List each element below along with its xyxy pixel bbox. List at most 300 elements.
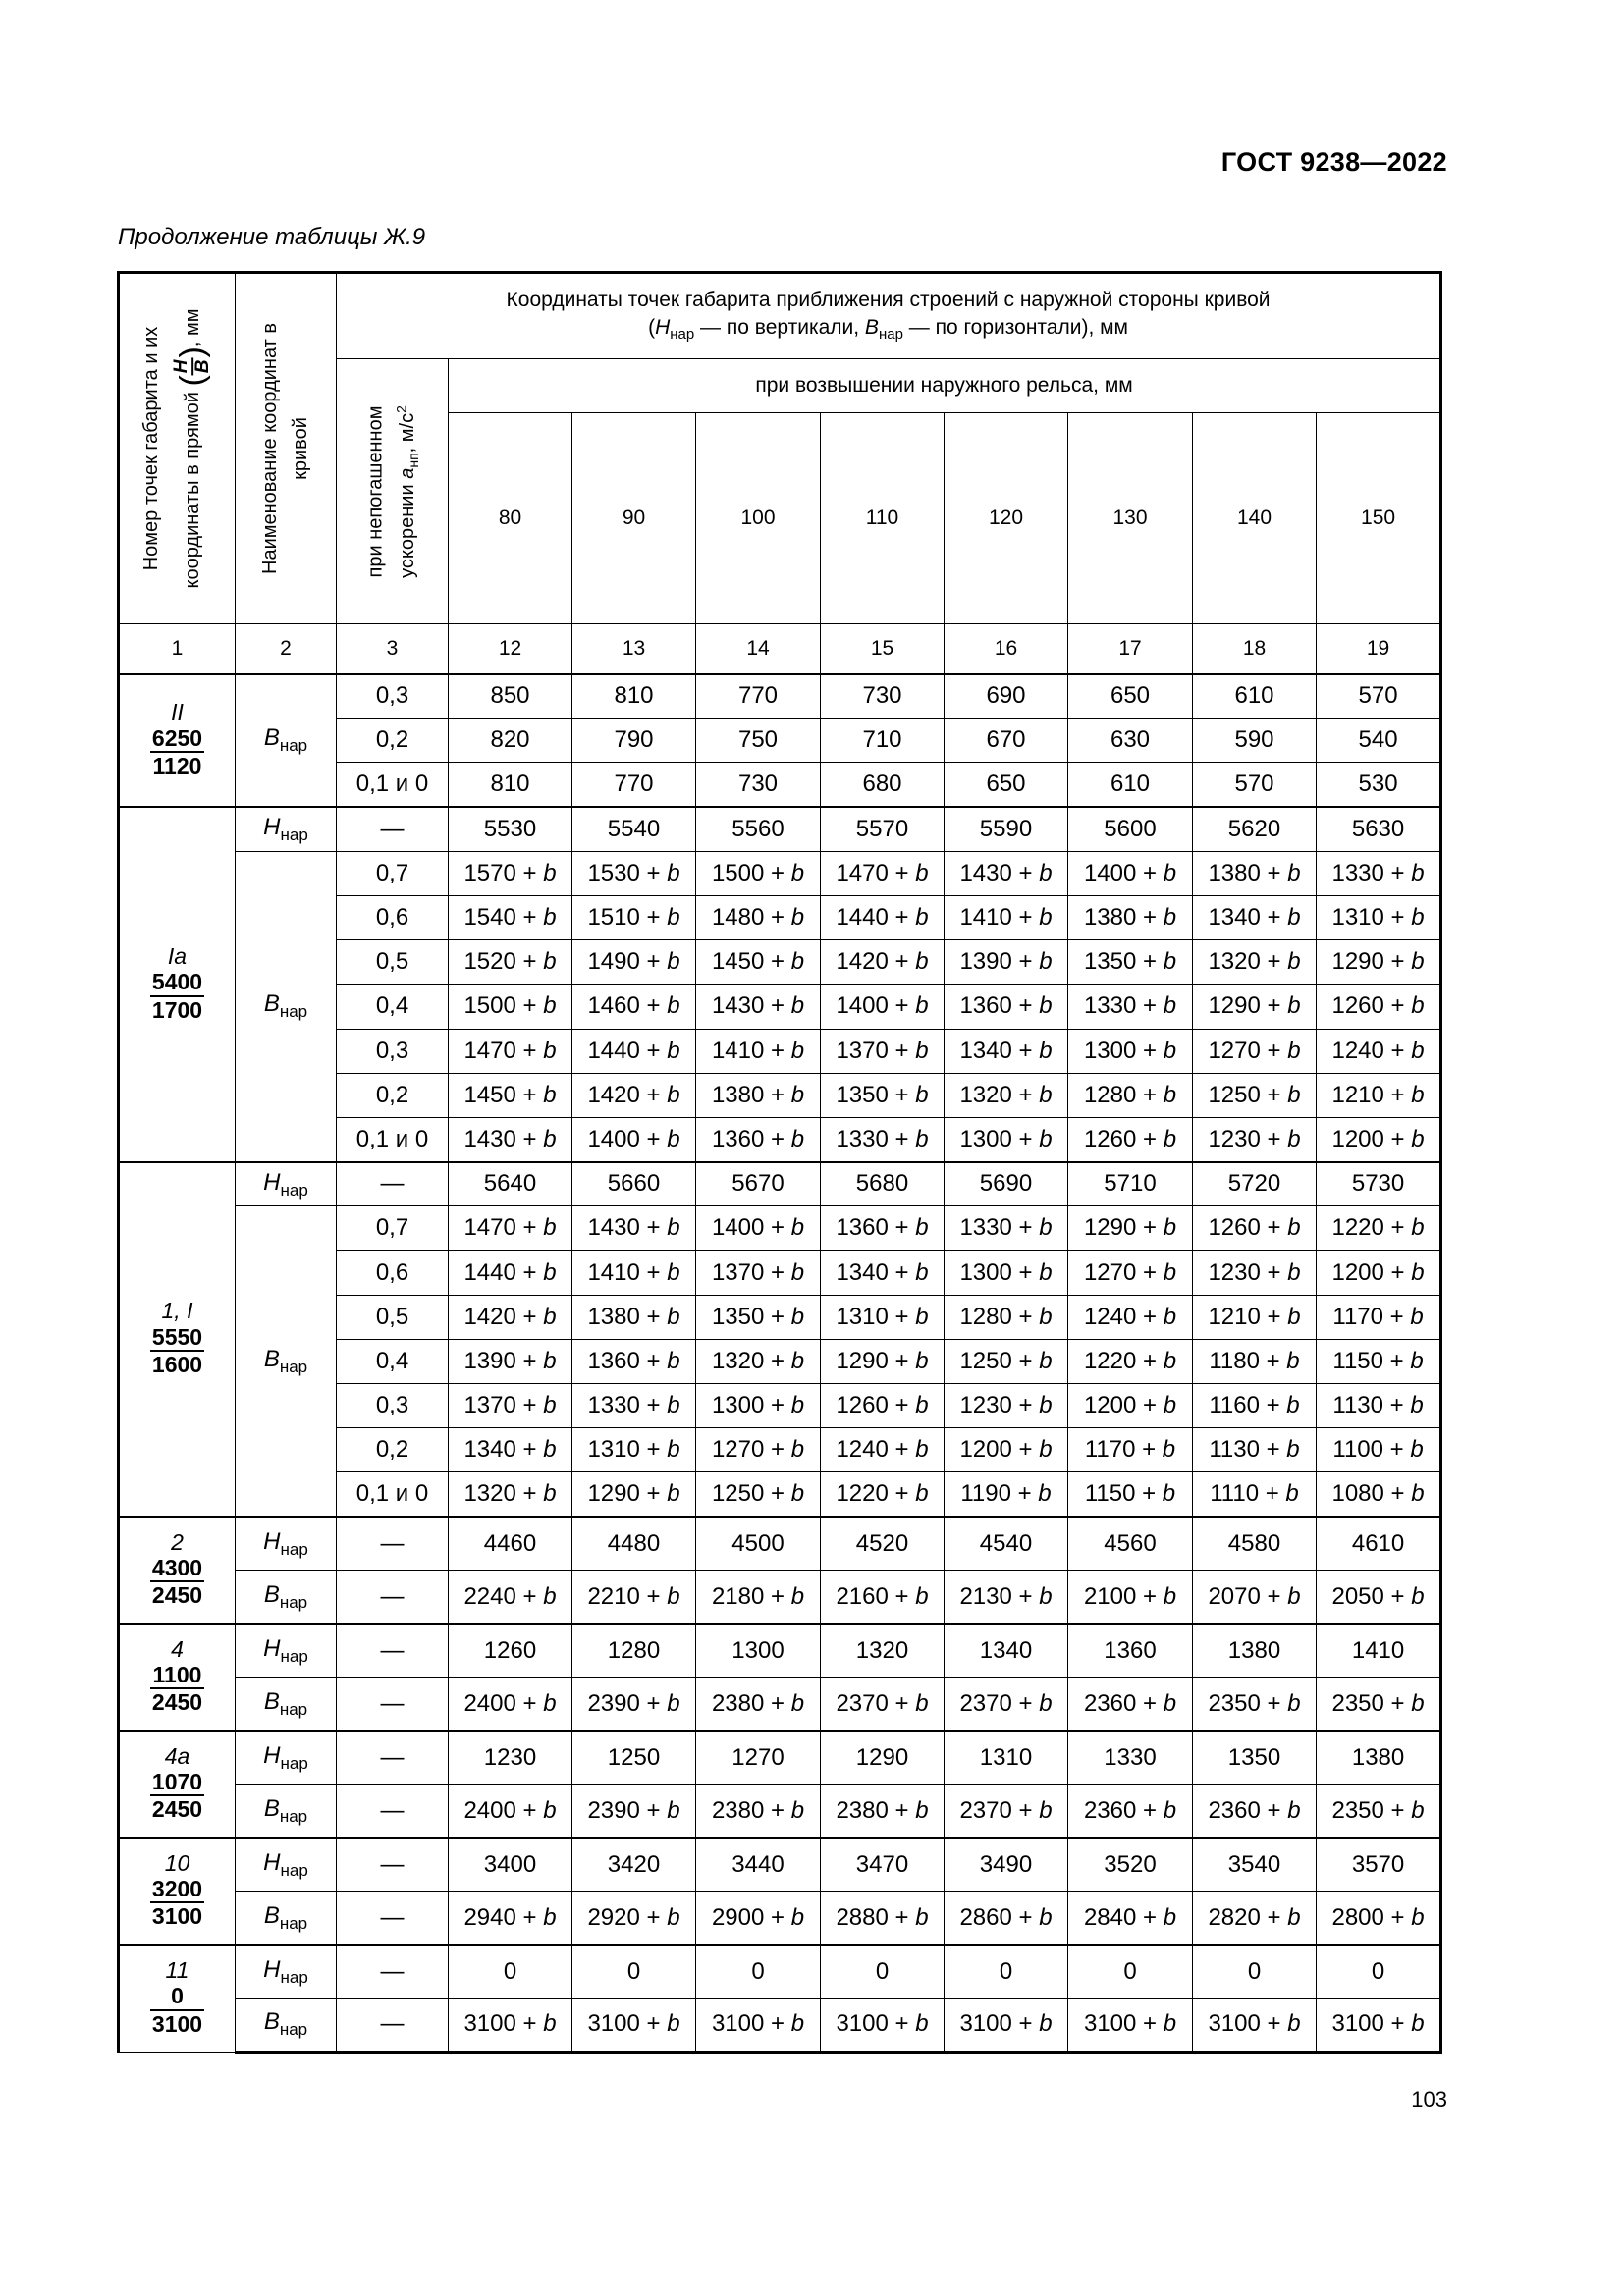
value-cell: 5680 [821, 1162, 945, 1206]
value-cell: 1370 + b [696, 1251, 821, 1295]
value-cell: 1410 + b [696, 1029, 821, 1073]
value-cell: 1400 + b [1068, 851, 1193, 895]
coordinate-subscript: нар [279, 1699, 308, 1719]
point-name: 1, I [161, 1298, 193, 1324]
point-b: 3100 [151, 1903, 203, 1930]
value-cell: 3420 [572, 1838, 696, 1892]
value-cell: 2390 + b [572, 1678, 696, 1732]
point-b: 2450 [151, 1689, 203, 1716]
value-cell: 2400 + b [449, 1785, 572, 1839]
coordinate-name [236, 851, 337, 1161]
acceleration-cell: 0,1 и 0 [337, 763, 449, 807]
acceleration-cell: 0,4 [337, 985, 449, 1029]
value-cell: 5530 [449, 807, 572, 851]
value-cell: 5730 [1317, 1162, 1441, 1206]
value-cell: 1240 + b [1317, 1029, 1441, 1073]
acceleration-cell: — [337, 1785, 449, 1839]
table-row [119, 1517, 1441, 1571]
table-row [119, 674, 1441, 719]
value-cell: 1480 + b [696, 895, 821, 939]
value-cell: 4610 [1317, 1517, 1441, 1571]
value-cell: 1230 + b [1193, 1117, 1317, 1161]
value-cell: 2380 + b [821, 1785, 945, 1839]
point-b: 3100 [151, 2010, 203, 2037]
value-cell: 1100 + b [1317, 1428, 1441, 1472]
value-cell: 2380 + b [696, 1678, 821, 1732]
value-cell: 2360 + b [1068, 1785, 1193, 1839]
column-number: 18 [1193, 624, 1317, 674]
value-cell: 1250 + b [696, 1472, 821, 1517]
coordinate-name [236, 1785, 337, 1839]
acceleration-cell: — [337, 1945, 449, 1999]
coordinate-subscript: нар [280, 1860, 308, 1880]
coordinate-name [236, 807, 337, 851]
value-cell: 1360 + b [821, 1206, 945, 1251]
value-cell: 610 [1193, 674, 1317, 719]
value-cell: 4580 [1193, 1517, 1317, 1571]
value-cell: 2900 + b [696, 1892, 821, 1946]
table-row [119, 1785, 1441, 1839]
value-cell: 790 [572, 719, 696, 763]
point-coordinates [150, 1662, 204, 1716]
value-cell: 1280 [572, 1624, 696, 1678]
value-cell: 1350 + b [696, 1295, 821, 1339]
coordinate-subscript: нар [280, 1539, 308, 1559]
table-row [119, 1999, 1441, 2053]
value-cell: 570 [1317, 674, 1441, 719]
value-cell: 1080 + b [1317, 1472, 1441, 1517]
value-cell: 1310 + b [821, 1295, 945, 1339]
coordinate-name [236, 1206, 337, 1517]
table-row [119, 1678, 1441, 1732]
value-cell: 570 [1193, 763, 1317, 807]
value-cell: 1270 [696, 1731, 821, 1785]
value-cell: 2210 + b [572, 1571, 696, 1625]
value-cell: 4460 [449, 1517, 572, 1571]
table-row [119, 1731, 1441, 1785]
value-cell: 1350 [1193, 1731, 1317, 1785]
value-cell: 850 [449, 674, 572, 719]
value-cell: 1430 + b [696, 985, 821, 1029]
elevation-header: 90 [572, 413, 696, 624]
value-cell: 1390 + b [945, 940, 1068, 985]
value-cell: 3100 + b [572, 1999, 696, 2053]
value-cell: 590 [1193, 719, 1317, 763]
acceleration-cell: — [337, 1838, 449, 1892]
value-cell: 650 [945, 763, 1068, 807]
coordinate-subscript: нар [280, 1967, 308, 1987]
value-cell: 4480 [572, 1517, 696, 1571]
value-cell: 1380 + b [572, 1295, 696, 1339]
coordinate-subscript: нар [279, 1357, 308, 1376]
point-cell [119, 1517, 236, 1624]
value-cell: 3570 [1317, 1838, 1441, 1892]
value-cell: 1330 [1068, 1731, 1193, 1785]
value-cell: 0 [1317, 1945, 1441, 1999]
acceleration-cell: — [337, 1892, 449, 1946]
point-coordinates [150, 1324, 204, 1378]
col1-header [119, 273, 236, 624]
value-cell: 2240 + b [449, 1571, 572, 1625]
column-number: 15 [821, 624, 945, 674]
value-cell: 1320 + b [696, 1339, 821, 1383]
value-cell: 1450 + b [449, 1073, 572, 1117]
value-cell: 0 [449, 1945, 572, 1999]
value-cell: 1230 [449, 1731, 572, 1785]
value-cell: 3100 + b [1193, 1999, 1317, 2053]
column-number: 13 [572, 624, 696, 674]
value-cell: 5640 [449, 1162, 572, 1206]
value-cell: 1380 + b [1068, 895, 1193, 939]
value-cell: 1150 + b [1068, 1472, 1193, 1517]
coordinate-symbol: H [263, 1527, 281, 1555]
value-cell: 2940 + b [449, 1892, 572, 1946]
value-cell: 2350 + b [1317, 1678, 1441, 1732]
value-cell: 1310 [945, 1731, 1068, 1785]
coordinate-subscript: нар [279, 1806, 308, 1826]
value-cell: 1340 + b [821, 1251, 945, 1295]
coordinate-name [236, 1571, 337, 1625]
table-body [119, 273, 1441, 2053]
value-cell: 1570 + b [449, 851, 572, 895]
point-h: 1100 [150, 1662, 204, 1689]
value-cell: 540 [1317, 719, 1441, 763]
coordinate-subscript: нар [280, 825, 308, 844]
point-cell [119, 1945, 236, 2052]
value-cell: 5710 [1068, 1162, 1193, 1206]
value-cell: 1340 [945, 1624, 1068, 1678]
value-cell: 1250 + b [1193, 1073, 1317, 1117]
value-cell: 1420 + b [572, 1073, 696, 1117]
table-row [119, 1945, 1441, 1999]
acceleration-cell: 0,1 и 0 [337, 1117, 449, 1161]
value-cell: 650 [1068, 674, 1193, 719]
value-cell: 2390 + b [572, 1785, 696, 1839]
value-cell: 1180 + b [1193, 1339, 1317, 1383]
column-number: 3 [337, 624, 449, 674]
point-coordinates [150, 1983, 204, 2037]
column-number: 12 [449, 624, 572, 674]
value-cell: 1360 + b [696, 1117, 821, 1161]
col3-header [337, 359, 449, 624]
value-cell: 1400 + b [821, 985, 945, 1029]
coordinate-name [236, 1162, 337, 1206]
value-cell: 5690 [945, 1162, 1068, 1206]
column-number: 2 [236, 624, 337, 674]
point-b: 1700 [151, 996, 203, 1023]
acceleration-cell: 0,5 [337, 940, 449, 985]
value-cell: 690 [945, 674, 1068, 719]
coordinate-symbol: B [263, 1901, 280, 1929]
value-cell: 810 [449, 763, 572, 807]
value-cell: 1210 + b [1193, 1295, 1317, 1339]
value-cell: 3400 [449, 1838, 572, 1892]
value-cell: 5660 [572, 1162, 696, 1206]
acceleration-cell: 0,7 [337, 851, 449, 895]
table-row [119, 807, 1441, 851]
value-cell: 4500 [696, 1517, 821, 1571]
table-row [119, 1571, 1441, 1625]
point-cell [119, 1731, 236, 1838]
value-cell: 1300 + b [1068, 1029, 1193, 1073]
value-cell: 750 [696, 719, 821, 763]
column-number: 19 [1317, 624, 1441, 674]
value-cell: 1170 + b [1068, 1428, 1193, 1472]
document-id: ГОСТ 9238—2022 [1220, 147, 1447, 177]
value-cell: 1450 + b [696, 940, 821, 985]
value-cell: 5670 [696, 1162, 821, 1206]
table-row [119, 1892, 1441, 1946]
value-cell: 1240 + b [821, 1428, 945, 1472]
point-coordinates [150, 725, 204, 779]
point-name: 10 [164, 1849, 190, 1876]
point-h: 5400 [150, 969, 204, 996]
value-cell: 0 [945, 1945, 1068, 1999]
value-cell: 770 [572, 763, 696, 807]
point-b: 2450 [151, 1796, 203, 1823]
point-h: 1070 [150, 1769, 204, 1796]
elevation-header: 80 [449, 413, 572, 624]
value-cell: 1470 + b [449, 1029, 572, 1073]
value-cell: 1290 [821, 1731, 945, 1785]
coordinate-subscript: нар [279, 2020, 308, 2040]
point-name: 4 [171, 1635, 184, 1662]
value-cell: 1320 + b [945, 1073, 1068, 1117]
coordinate-name [236, 1892, 337, 1946]
value-cell: 680 [821, 763, 945, 807]
coordinate-name [236, 1945, 337, 1999]
acceleration-cell: — [337, 1571, 449, 1625]
value-cell: 5590 [945, 807, 1068, 851]
point-b: 1120 [152, 753, 202, 779]
table-row [119, 1162, 1441, 1206]
coordinate-symbol: H [263, 1741, 281, 1769]
table-row [119, 1838, 1441, 1892]
value-cell: 2350 + b [1317, 1785, 1441, 1839]
value-cell: 1400 + b [696, 1206, 821, 1251]
value-cell: 1400 + b [572, 1117, 696, 1161]
table-row [119, 1206, 1441, 1251]
value-cell: 2860 + b [945, 1892, 1068, 1946]
value-cell: 1230 + b [1193, 1251, 1317, 1295]
value-cell: 1220 + b [1068, 1339, 1193, 1383]
value-cell: 1330 + b [821, 1117, 945, 1161]
acceleration-cell: 0,1 и 0 [337, 1472, 449, 1517]
coordinate-name [236, 674, 337, 808]
elevation-header: 100 [696, 413, 821, 624]
value-cell: 3100 + b [1068, 1999, 1193, 2053]
value-cell: 1150 + b [1317, 1339, 1441, 1383]
value-cell: 1290 + b [1193, 985, 1317, 1029]
point-b: 1600 [151, 1352, 203, 1378]
value-cell: 3520 [1068, 1838, 1193, 1892]
value-cell: 2050 + b [1317, 1571, 1441, 1625]
value-cell: 1330 + b [945, 1206, 1068, 1251]
value-cell: 2380 + b [696, 1785, 821, 1839]
value-cell: 1310 + b [572, 1428, 696, 1472]
elevation-header: 130 [1068, 413, 1193, 624]
acceleration-cell: 0,6 [337, 895, 449, 939]
value-cell: 1260 + b [1317, 985, 1441, 1029]
hb-fraction: H B [171, 359, 213, 374]
point-coordinates [150, 969, 204, 1023]
value-cell: 1340 + b [449, 1428, 572, 1472]
point-cell [119, 1838, 236, 1945]
value-cell: 1500 + b [696, 851, 821, 895]
value-cell: 820 [449, 719, 572, 763]
value-cell: 1340 + b [1193, 895, 1317, 939]
coordinate-subscript: нар [279, 1002, 308, 1022]
coordinate-name [236, 1517, 337, 1571]
coordinate-symbol: B [263, 2008, 280, 2036]
value-cell: 1310 + b [1317, 895, 1441, 939]
point-coordinates [150, 1769, 204, 1823]
value-cell: 3490 [945, 1838, 1068, 1892]
acceleration-cell: 0,7 [337, 1206, 449, 1251]
coordinate-name [236, 1678, 337, 1732]
value-cell: 1360 [1068, 1624, 1193, 1678]
point-cell [119, 1162, 236, 1518]
col2-header-text: Наименование координат в кривой [259, 323, 311, 574]
value-cell: 2820 + b [1193, 1892, 1317, 1946]
value-cell: 1270 + b [1193, 1029, 1317, 1073]
value-cell: 2180 + b [696, 1571, 821, 1625]
col2-header [236, 273, 337, 624]
value-cell: 1240 + b [1068, 1295, 1193, 1339]
value-cell: 1520 + b [449, 940, 572, 985]
value-cell: 1250 + b [945, 1339, 1068, 1383]
header-row-1 [119, 273, 1441, 359]
point-name: 4a [164, 1742, 190, 1769]
value-cell: 2070 + b [1193, 1571, 1317, 1625]
value-cell: 1540 + b [449, 895, 572, 939]
value-cell: 2360 + b [1068, 1678, 1193, 1732]
value-cell: 1200 + b [1317, 1117, 1441, 1161]
value-cell: 4540 [945, 1517, 1068, 1571]
value-cell: 2370 + b [945, 1678, 1068, 1732]
value-cell: 1290 + b [821, 1339, 945, 1383]
value-cell: 1280 + b [1068, 1073, 1193, 1117]
value-cell: 2370 + b [821, 1678, 945, 1732]
value-cell: 1380 + b [696, 1073, 821, 1117]
value-cell: 2400 + b [449, 1678, 572, 1732]
coordinate-symbol: B [263, 990, 280, 1018]
value-cell: 1380 [1317, 1731, 1441, 1785]
value-cell: 2160 + b [821, 1571, 945, 1625]
acceleration-cell: 0,3 [337, 1029, 449, 1073]
value-cell: 1260 + b [1068, 1117, 1193, 1161]
coordinate-subscript: нар [280, 1646, 308, 1666]
point-cell [119, 807, 236, 1162]
value-cell: 1330 + b [1317, 851, 1441, 895]
value-cell: 1190 + b [945, 1472, 1068, 1517]
value-cell: 1500 + b [449, 985, 572, 1029]
value-cell: 1490 + b [572, 940, 696, 985]
value-cell: 1350 + b [1068, 940, 1193, 985]
acceleration-cell: — [337, 1162, 449, 1206]
value-cell: 1420 + b [821, 940, 945, 985]
value-cell: 1290 + b [572, 1472, 696, 1517]
point-h: 5550 [150, 1324, 204, 1352]
value-cell: 5720 [1193, 1162, 1317, 1206]
value-cell: 1440 + b [449, 1251, 572, 1295]
acceleration-cell: — [337, 1624, 449, 1678]
value-cell: 1300 + b [945, 1251, 1068, 1295]
coordinate-symbol: H [263, 1848, 281, 1876]
value-cell: 3440 [696, 1838, 821, 1892]
coordinate-symbol: H [263, 814, 281, 840]
value-cell: 1200 + b [1068, 1384, 1193, 1428]
value-cell: 3100 + b [945, 1999, 1068, 2053]
coordinate-symbol: B [263, 1345, 280, 1372]
coordinate-name [236, 1999, 337, 2053]
coordinate-symbol: B [263, 724, 280, 752]
value-cell: 810 [572, 674, 696, 719]
value-cell: 1220 + b [1317, 1206, 1441, 1251]
value-cell: 1270 + b [696, 1428, 821, 1472]
point-name: II [171, 699, 184, 725]
value-cell: 1250 [572, 1731, 696, 1785]
point-coordinates [150, 1876, 204, 1930]
value-cell: 0 [1068, 1945, 1193, 1999]
value-cell: 1320 [821, 1624, 945, 1678]
value-cell: 1420 + b [449, 1295, 572, 1339]
value-cell: 1320 + b [449, 1472, 572, 1517]
value-cell: 0 [696, 1945, 821, 1999]
point-name: Ia [167, 942, 188, 969]
col3-header-text: при непогашенном ускорении $a_{нп}$, $м/с^2$ [363, 404, 421, 578]
value-cell: 1440 + b [821, 895, 945, 939]
point-h: 6250 [150, 725, 204, 753]
value-cell: 1410 [1317, 1624, 1441, 1678]
coordinate-symbol: H [263, 1634, 281, 1662]
value-cell: 5570 [821, 807, 945, 851]
value-cell: 4560 [1068, 1517, 1193, 1571]
value-cell: 1340 + b [945, 1029, 1068, 1073]
value-cell: 1220 + b [821, 1472, 945, 1517]
value-cell: 5620 [1193, 807, 1317, 851]
value-cell: 710 [821, 719, 945, 763]
value-cell: 770 [696, 674, 821, 719]
acceleration-cell: 0,5 [337, 1295, 449, 1339]
acceleration-cell: 0,3 [337, 674, 449, 719]
coordinate-symbol: H [263, 1168, 281, 1196]
elevation-header: 150 [1317, 413, 1441, 624]
value-cell: 630 [1068, 719, 1193, 763]
value-cell: 1350 + b [821, 1073, 945, 1117]
value-cell: 1330 + b [572, 1384, 696, 1428]
coordinate-subscript: нар [280, 1180, 308, 1200]
point-b: 2450 [151, 1582, 203, 1609]
value-cell: 2800 + b [1317, 1892, 1441, 1946]
value-cell: 1470 + b [821, 851, 945, 895]
value-cell: 1460 + b [572, 985, 696, 1029]
value-cell: 0 [821, 1945, 945, 1999]
coordinate-subscript: нар [280, 1753, 308, 1773]
point-name: 11 [165, 1956, 189, 1983]
value-cell: 3100 + b [696, 1999, 821, 2053]
acceleration-cell: 0,3 [337, 1384, 449, 1428]
point-coordinates [150, 1555, 204, 1609]
elevation-header: 120 [945, 413, 1068, 624]
coordinate-name [236, 1624, 337, 1678]
clearance-table [117, 271, 1442, 2054]
point-h: 0 [150, 1983, 204, 2010]
coordinate-symbol: H [263, 1955, 281, 1983]
value-cell: 1130 + b [1317, 1384, 1441, 1428]
column-number: 14 [696, 624, 821, 674]
value-cell: 3470 [821, 1838, 945, 1892]
